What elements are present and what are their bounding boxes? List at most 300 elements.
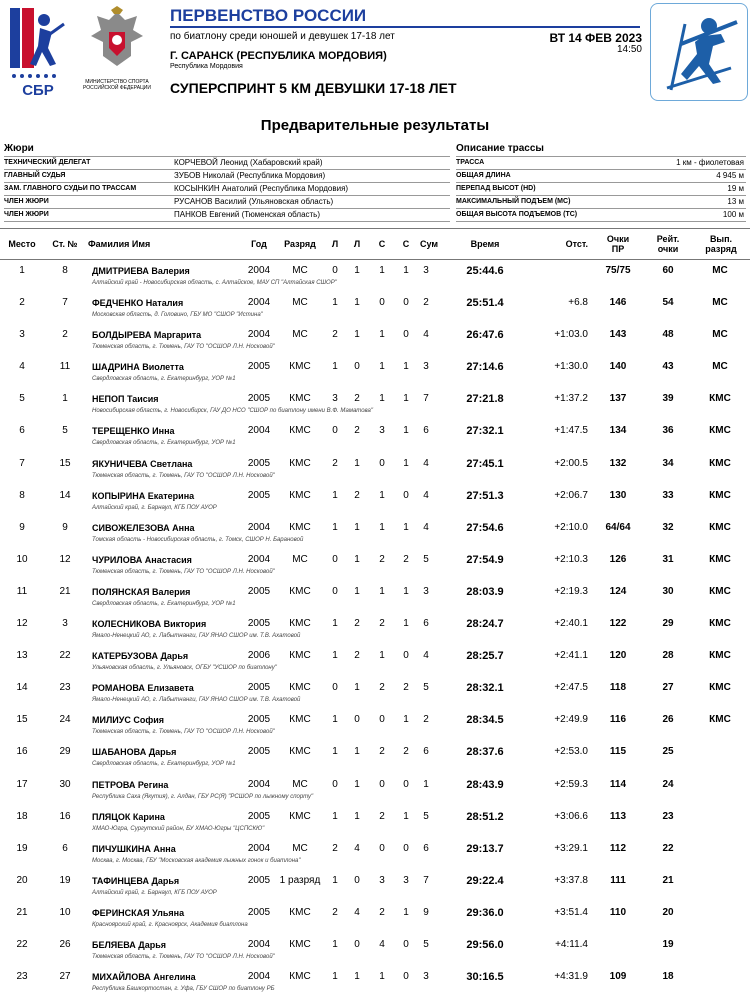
cell-penalty-sum: 3 — [423, 971, 429, 983]
course-value: 1 км - фиолетовая — [676, 158, 744, 167]
course-value: 100 м — [722, 210, 744, 219]
cell-place: 3 — [19, 329, 25, 341]
cell-penalty-sum: 2 — [423, 297, 429, 309]
cell-rank: МС — [292, 329, 308, 341]
ministry-logo — [80, 6, 154, 102]
col-points: Очки ПР — [606, 234, 630, 254]
cell-athlete-org: Ямало-Ненецкий АО, г. Лабытнанги, ГАУ ЯНАО СШОР им. Т.В. Ахатовой — [92, 697, 301, 704]
cell-time-behind: +3:37.8 — [554, 874, 588, 886]
cell-time-behind: +1:30.0 — [554, 361, 588, 373]
cell-penalty-sum: 7 — [423, 874, 429, 886]
cell-bib: 23 — [59, 682, 71, 694]
cell-year: 2005 — [247, 361, 271, 373]
cell-rating-points: 31 — [662, 553, 674, 565]
cell-points: 137 — [609, 393, 627, 405]
cell-year: 2006 — [247, 650, 271, 662]
biathlon-pictogram-icon — [650, 3, 748, 101]
cell-place: 21 — [16, 906, 28, 918]
cell-bib: 22 — [59, 650, 71, 662]
cell-points: 122 — [609, 618, 627, 630]
cell-time-behind: +1:37.2 — [554, 393, 588, 405]
cell-penalty-sum: 4 — [423, 489, 429, 501]
cell-athlete-org: Алтайский край, г. Барнаул, КГБ ПОУ АУОР — [92, 504, 217, 511]
cell-category-earned: КМС — [709, 521, 731, 533]
cell-shooting-2: 2 — [354, 618, 360, 630]
course-value: 13 м — [727, 197, 744, 206]
cell-shooting-1: 2 — [332, 906, 338, 918]
cell-rating-points: 48 — [662, 329, 674, 341]
cell-bib: 24 — [59, 714, 71, 726]
cell-rating-points: 34 — [662, 457, 674, 469]
cell-rank: КМС — [289, 489, 311, 501]
table-row — [0, 484, 750, 516]
cell-shooting-4: 0 — [403, 650, 409, 662]
cell-athlete-org: Тюменская область, г. Тюмень, ГАУ ТО "ОСШОР Л.Н. Носковой" — [92, 729, 275, 736]
cell-time: 29:36.0 — [466, 906, 504, 919]
race-time: 14:50 — [616, 44, 642, 55]
cell-athlete-name: ТЕРЕЩЕНКО Инна — [92, 426, 175, 437]
cell-athlete-name: ЯКУНИЧЕВА Светлана — [92, 458, 193, 469]
cell-shooting-3: 1 — [379, 521, 385, 533]
cell-points: 134 — [609, 425, 627, 437]
cell-rating-points: 43 — [662, 361, 674, 373]
jury-person: ПАНКОВ Евгений (Тюменская область) — [174, 210, 321, 219]
cell-athlete-org: Томская область - Новосибирская область, г. Томск, СШОР Н. Барановой — [92, 536, 304, 543]
cell-rank: КМС — [289, 938, 311, 950]
cell-shooting-2: 1 — [354, 265, 360, 276]
cell-time: 27:51.3 — [466, 489, 504, 502]
cell-place: 11 — [16, 585, 28, 597]
cell-rank: КМС — [289, 810, 311, 822]
cell-rating-points: 39 — [662, 393, 674, 405]
jury-section — [4, 143, 450, 222]
cell-rating-points: 33 — [662, 489, 674, 501]
cell-rating-points: 30 — [662, 585, 674, 597]
cell-shooting-2: 4 — [354, 906, 360, 918]
sbr-logo-icon — [4, 2, 72, 100]
cell-year: 2004 — [247, 521, 271, 533]
col-year: Год — [251, 239, 267, 249]
cell-athlete-name: ПЕТРОВА Регина — [92, 779, 169, 790]
cell-shooting-4: 1 — [403, 618, 409, 630]
cell-shooting-2: 2 — [354, 489, 360, 501]
cell-place: 20 — [16, 874, 28, 886]
course-row — [456, 169, 746, 182]
jury-title: Жюри — [4, 143, 34, 154]
cell-shooting-2: 1 — [354, 521, 360, 533]
results-table-header — [0, 228, 750, 260]
cell-athlete-org: Тюменская область, г. Тюмень, ГАУ ТО "ОСШОР Л.Н. Носковой" — [92, 344, 275, 351]
cell-athlete-org: Свердловская область, г. Екатеринбург, УОР №1 — [92, 440, 236, 447]
cell-category-earned: КМС — [709, 393, 731, 405]
cell-time-behind: +2:00.5 — [554, 457, 588, 469]
cell-rank: КМС — [289, 906, 311, 918]
cell-shooting-4: 1 — [403, 585, 409, 597]
cell-athlete-name: ТАФИНЦЕВА Дарья — [92, 875, 180, 886]
cell-rank: КМС — [289, 971, 311, 983]
eagle-emblem-icon — [87, 6, 147, 72]
cell-category-earned: КМС — [709, 585, 731, 597]
cell-rank: КМС — [289, 393, 311, 405]
cell-penalty-sum: 3 — [423, 265, 429, 276]
table-row — [0, 869, 750, 901]
cell-shooting-4: 3 — [403, 874, 409, 886]
cell-shooting-1: 1 — [332, 714, 338, 726]
cell-shooting-1: 1 — [332, 810, 338, 822]
cell-points: 118 — [609, 682, 627, 694]
cell-bib: 8 — [62, 265, 68, 276]
table-row — [0, 740, 750, 772]
cell-points: 75/75 — [605, 265, 631, 276]
course-row — [456, 156, 746, 169]
cell-shooting-2: 1 — [354, 457, 360, 469]
cell-year: 2005 — [247, 682, 271, 694]
cell-rating-points: 54 — [662, 297, 674, 309]
cell-shooting-1: 1 — [332, 650, 338, 662]
cell-place: 9 — [19, 521, 25, 533]
jury-person: РУСАНОВ Василий (Ульяновская область) — [174, 197, 334, 206]
cell-rating-points: 22 — [662, 842, 674, 854]
cell-athlete-name: БОЛДЫРЕВА Маргарита — [92, 330, 202, 341]
table-row — [0, 965, 750, 997]
cell-penalty-sum: 7 — [423, 393, 429, 405]
cell-points: 124 — [609, 585, 627, 597]
cell-time: 27:54.9 — [466, 553, 504, 566]
cell-athlete-org: Ямало-Ненецкий АО, г. Лабытнанги, ГАУ ЯНАО СШОР им. Т.В. Ахатовой — [92, 633, 301, 640]
jury-row — [4, 195, 450, 208]
cell-shooting-4: 1 — [403, 425, 409, 437]
cell-athlete-name: ФЕДЧЕНКО Наталия — [92, 298, 184, 309]
cell-athlete-name: ПЛЯЦОК Карина — [92, 811, 165, 822]
cell-place: 8 — [19, 489, 25, 501]
col-shoot-3: С — [378, 239, 386, 249]
cell-place: 1 — [19, 265, 25, 276]
course-value: 4 945 м — [716, 171, 744, 180]
cell-time: 26:47.6 — [466, 329, 504, 342]
cell-points: 116 — [609, 714, 627, 726]
cell-rank: МС — [292, 297, 308, 309]
cell-place: 4 — [19, 361, 25, 373]
cell-category-earned: КМС — [709, 457, 731, 469]
cell-rating-points: 29 — [662, 618, 674, 630]
cell-bib: 6 — [62, 842, 68, 854]
col-name: Фамилия Имя — [88, 239, 151, 249]
cell-category-earned: КМС — [709, 618, 731, 630]
cell-bib: 30 — [59, 778, 71, 790]
cell-rating-points: 32 — [662, 521, 674, 533]
cell-year: 2005 — [247, 585, 271, 597]
cell-penalty-sum: 4 — [423, 521, 429, 533]
cell-athlete-org: Алтайский край, г. Барнаул, КГБ ПОУ АУОР — [92, 889, 217, 896]
cell-time-behind: +2:49.9 — [554, 714, 588, 726]
cell-shooting-1: 2 — [332, 842, 338, 854]
cell-category-earned: КМС — [709, 553, 731, 565]
cell-athlete-name: МИЛИУС София — [92, 715, 165, 726]
jury-role: ЧЛЕН ЖЮРИ — [4, 211, 49, 218]
cell-bib: 21 — [59, 585, 71, 597]
cell-shooting-4: 1 — [403, 361, 409, 373]
cell-year: 2004 — [247, 425, 271, 437]
cell-shooting-3: 0 — [379, 457, 385, 469]
cell-place: 10 — [16, 553, 28, 565]
cell-points: 140 — [609, 361, 627, 373]
cell-athlete-name: РОМАНОВА Елизавета — [92, 683, 194, 694]
cell-rating-points: 60 — [662, 265, 674, 276]
cell-time: 29:22.4 — [466, 874, 504, 887]
cell-points: 120 — [609, 650, 627, 662]
table-row — [0, 580, 750, 612]
cell-penalty-sum: 5 — [423, 553, 429, 565]
cell-shooting-3: 2 — [379, 746, 385, 758]
cell-time: 27:45.1 — [466, 457, 504, 470]
cell-time: 27:14.6 — [466, 361, 504, 374]
col-shoot-4: С — [402, 239, 410, 249]
cell-category-earned: МС — [712, 297, 728, 309]
cell-shooting-4: 0 — [403, 297, 409, 309]
cell-shooting-4: 2 — [403, 682, 409, 694]
cell-shooting-1: 1 — [332, 746, 338, 758]
cell-shooting-1: 1 — [332, 874, 338, 886]
cell-year: 2005 — [247, 618, 271, 630]
cell-category-earned: КМС — [709, 714, 731, 726]
table-row — [0, 259, 750, 291]
cell-year: 2004 — [247, 265, 271, 276]
cell-penalty-sum: 3 — [423, 585, 429, 597]
cell-bib: 7 — [62, 297, 68, 309]
cell-time: 30:16.5 — [466, 971, 504, 984]
cell-time-behind: +3:06.6 — [554, 810, 588, 822]
cell-points: 109 — [609, 971, 627, 983]
course-row — [456, 182, 746, 195]
cell-category-earned: МС — [712, 265, 728, 276]
cell-shooting-2: 2 — [354, 650, 360, 662]
cell-penalty-sum: 9 — [423, 906, 429, 918]
results-table-body — [0, 259, 750, 997]
cell-shooting-4: 1 — [403, 393, 409, 405]
jury-person: КОРЧЕВОЙ Леонид (Хабаровский край) — [174, 158, 323, 167]
cell-bib: 10 — [59, 906, 71, 918]
col-shoot-2: Л — [353, 239, 361, 249]
col-diff: Отст. — [565, 239, 588, 249]
jury-person: КОСЫНКИН Анатолий (Республика Мордовия) — [174, 184, 349, 193]
cell-shooting-4: 0 — [403, 489, 409, 501]
cell-shooting-2: 0 — [354, 714, 360, 726]
cell-points: 113 — [609, 810, 627, 822]
table-row — [0, 355, 750, 387]
cell-shooting-3: 2 — [379, 906, 385, 918]
cell-shooting-2: 1 — [354, 971, 360, 983]
cell-shooting-1: 0 — [332, 778, 338, 790]
table-row — [0, 548, 750, 580]
cell-rating-points: 27 — [662, 682, 674, 694]
cell-time-behind: +2:40.1 — [554, 618, 588, 630]
course-key: ПЕРЕПАД ВЫСОТ (HD) — [456, 185, 536, 192]
cell-shooting-3: 2 — [379, 618, 385, 630]
cell-year: 2005 — [247, 457, 271, 469]
cell-time: 28:24.7 — [466, 618, 504, 631]
cell-penalty-sum: 6 — [423, 425, 429, 437]
table-row — [0, 516, 750, 548]
cell-shooting-1: 0 — [332, 682, 338, 694]
cell-shooting-1: 1 — [332, 361, 338, 373]
cell-penalty-sum: 4 — [423, 650, 429, 662]
cell-year: 2005 — [247, 874, 271, 886]
col-sum: Сум — [419, 239, 439, 249]
cell-athlete-name: СИВОЖЕЛЕЗОВА Анна — [92, 522, 195, 533]
cell-athlete-name: ШАБАНОВА Дарья — [92, 747, 177, 758]
report-header — [0, 0, 750, 110]
course-row — [456, 208, 746, 222]
col-place: Место — [8, 239, 36, 249]
cell-athlete-name: МИХАЙЛОВА Ангелина — [92, 972, 196, 983]
cell-time: 27:21.8 — [466, 393, 504, 406]
course-key: ОБЩАЯ ВЫСОТА ПОДЪЕМОВ (TC) — [456, 211, 578, 218]
cell-bib: 26 — [59, 938, 71, 950]
cell-shooting-3: 2 — [379, 553, 385, 565]
table-row — [0, 676, 750, 708]
cell-bib: 16 — [59, 810, 71, 822]
course-key: ОБЩАЯ ДЛИНА — [456, 172, 511, 179]
cell-rank: КМС — [289, 585, 311, 597]
col-rank: Разряд — [284, 239, 316, 249]
course-title: Описание трассы — [456, 143, 544, 154]
cell-penalty-sum: 5 — [423, 938, 429, 950]
cell-points: 130 — [609, 489, 627, 501]
cell-time-behind: +2:10.3 — [554, 553, 588, 565]
cell-shooting-2: 1 — [354, 810, 360, 822]
cell-shooting-3: 3 — [379, 425, 385, 437]
table-row — [0, 644, 750, 676]
cell-points: 143 — [609, 329, 627, 341]
table-row — [0, 612, 750, 644]
cell-penalty-sum: 6 — [423, 618, 429, 630]
table-row — [0, 837, 750, 869]
cell-place: 2 — [19, 297, 25, 309]
course-row — [456, 195, 746, 208]
jury-row — [4, 169, 450, 182]
cell-shooting-3: 1 — [379, 650, 385, 662]
race-title: СУПЕРСПРИНТ 5 КМ ДЕВУШКИ 17-18 ЛЕТ — [170, 80, 457, 96]
cell-points: 64/64 — [605, 521, 631, 533]
cell-shooting-1: 3 — [332, 393, 338, 405]
table-row — [0, 933, 750, 965]
cell-bib: 19 — [59, 874, 71, 886]
cell-shooting-1: 2 — [332, 457, 338, 469]
table-row — [0, 708, 750, 740]
cell-place: 14 — [16, 682, 28, 694]
cell-points: 112 — [609, 842, 627, 854]
cell-year: 2005 — [247, 906, 271, 918]
course-section — [456, 143, 746, 222]
cell-athlete-name: БЕЛЯЕВА Дарья — [92, 939, 167, 950]
cell-place: 23 — [16, 971, 28, 983]
cell-points: 115 — [609, 746, 627, 758]
cell-rank: КМС — [289, 521, 311, 533]
cell-shooting-1: 1 — [332, 938, 338, 950]
table-row — [0, 323, 750, 355]
table-row — [0, 773, 750, 805]
cell-year: 2004 — [247, 842, 271, 854]
cell-time-behind: +4:11.4 — [555, 938, 588, 950]
svg-text:СБР: СБР — [22, 82, 54, 99]
cell-year: 2005 — [247, 810, 271, 822]
cell-bib: 15 — [59, 457, 71, 469]
cell-shooting-2: 1 — [354, 778, 360, 790]
cell-shooting-3: 1 — [379, 393, 385, 405]
jury-role: ЗАМ. ГЛАВНОГО СУДЬИ ПО ТРАССАМ — [4, 185, 137, 192]
cell-shooting-4: 0 — [403, 842, 409, 854]
cell-shooting-2: 0 — [354, 938, 360, 950]
jury-role: ГЛАВНЫЙ СУДЬЯ — [4, 172, 66, 179]
cell-place: 16 — [16, 746, 28, 758]
cell-points: 110 — [609, 906, 627, 918]
cell-rank: МС — [292, 265, 308, 276]
cell-athlete-name: КОЛЕСНИКОВА Виктория — [92, 619, 207, 630]
cell-time-behind: +2:19.3 — [554, 585, 588, 597]
championship-subtitle: по биатлону среди юношей и девушек 17-18 лет — [170, 31, 395, 42]
jury-role: ТЕХНИЧЕСКИЙ ДЕЛЕГАТ — [4, 159, 91, 166]
cell-rating-points: 26 — [662, 714, 674, 726]
cell-athlete-org: Республика Саха (Якутия), г. Алдан, ГБУ РС(Я) "РСШОР по лыжному спорту" — [92, 793, 314, 800]
cell-athlete-org: Тюменская область, г. Тюмень, ГАУ ТО "ОСШОР Л.Н. Носковой" — [92, 472, 275, 479]
cell-rank: МС — [292, 778, 308, 790]
cell-penalty-sum: 3 — [423, 361, 429, 373]
cell-time: 28:37.6 — [466, 746, 504, 759]
table-row — [0, 419, 750, 451]
cell-shooting-1: 0 — [332, 585, 338, 597]
cell-rating-points: 19 — [662, 938, 674, 950]
table-row — [0, 387, 750, 419]
cell-place: 7 — [19, 457, 25, 469]
cell-time: 29:56.0 — [466, 938, 504, 951]
cell-athlete-name: ШАДРИНА Виолетта — [92, 362, 184, 373]
cell-shooting-4: 1 — [403, 521, 409, 533]
cell-shooting-1: 1 — [332, 489, 338, 501]
cell-shooting-4: 0 — [403, 778, 409, 790]
cell-category-earned: КМС — [709, 489, 731, 501]
cell-points: 111 — [610, 874, 626, 886]
cell-bib: 2 — [62, 329, 68, 341]
cell-athlete-org: Алтайский край - Новосибирская область, с. Алтайское, МАУ СП "Алтайская СШОР" — [92, 280, 337, 286]
cell-athlete-org: Республика Башкортостан, г. Уфа, ГБУ СШОР по биатлону РБ — [92, 986, 275, 993]
race-city: Г. САРАНСК (РЕСПУБЛИКА МОРДОВИЯ) — [170, 50, 387, 62]
cell-category-earned: КМС — [709, 650, 731, 662]
cell-points: 146 — [609, 297, 627, 309]
header-divider — [170, 26, 640, 28]
cell-shooting-4: 1 — [403, 457, 409, 469]
cell-shooting-1: 0 — [332, 425, 338, 437]
cell-time: 28:51.2 — [466, 810, 504, 823]
cell-penalty-sum: 4 — [423, 457, 429, 469]
cell-year: 2004 — [247, 971, 271, 983]
cell-athlete-org: Тюменская область, г. Тюмень, ГАУ ТО "ОСШОР Л.Н. Носковой" — [92, 568, 275, 575]
cell-category-earned: КМС — [709, 682, 731, 694]
cell-shooting-1: 0 — [332, 553, 338, 565]
course-key: МАКСИМАЛЬНЫЙ ПОДЪЕМ (MC) — [456, 198, 571, 205]
cell-penalty-sum: 5 — [423, 810, 429, 822]
cell-year: 2004 — [247, 329, 271, 341]
cell-place: 17 — [16, 778, 28, 790]
cell-rank: КМС — [289, 746, 311, 758]
cell-athlete-name: КАТЕРБУЗОВА Дарья — [92, 651, 189, 662]
jury-row — [4, 182, 450, 195]
cell-time-behind: +2:41.1 — [554, 650, 588, 662]
cell-shooting-3: 0 — [379, 297, 385, 309]
cell-place: 6 — [19, 425, 25, 437]
cell-place: 19 — [16, 842, 28, 854]
cell-year: 2005 — [247, 489, 271, 501]
jury-row — [4, 156, 450, 169]
